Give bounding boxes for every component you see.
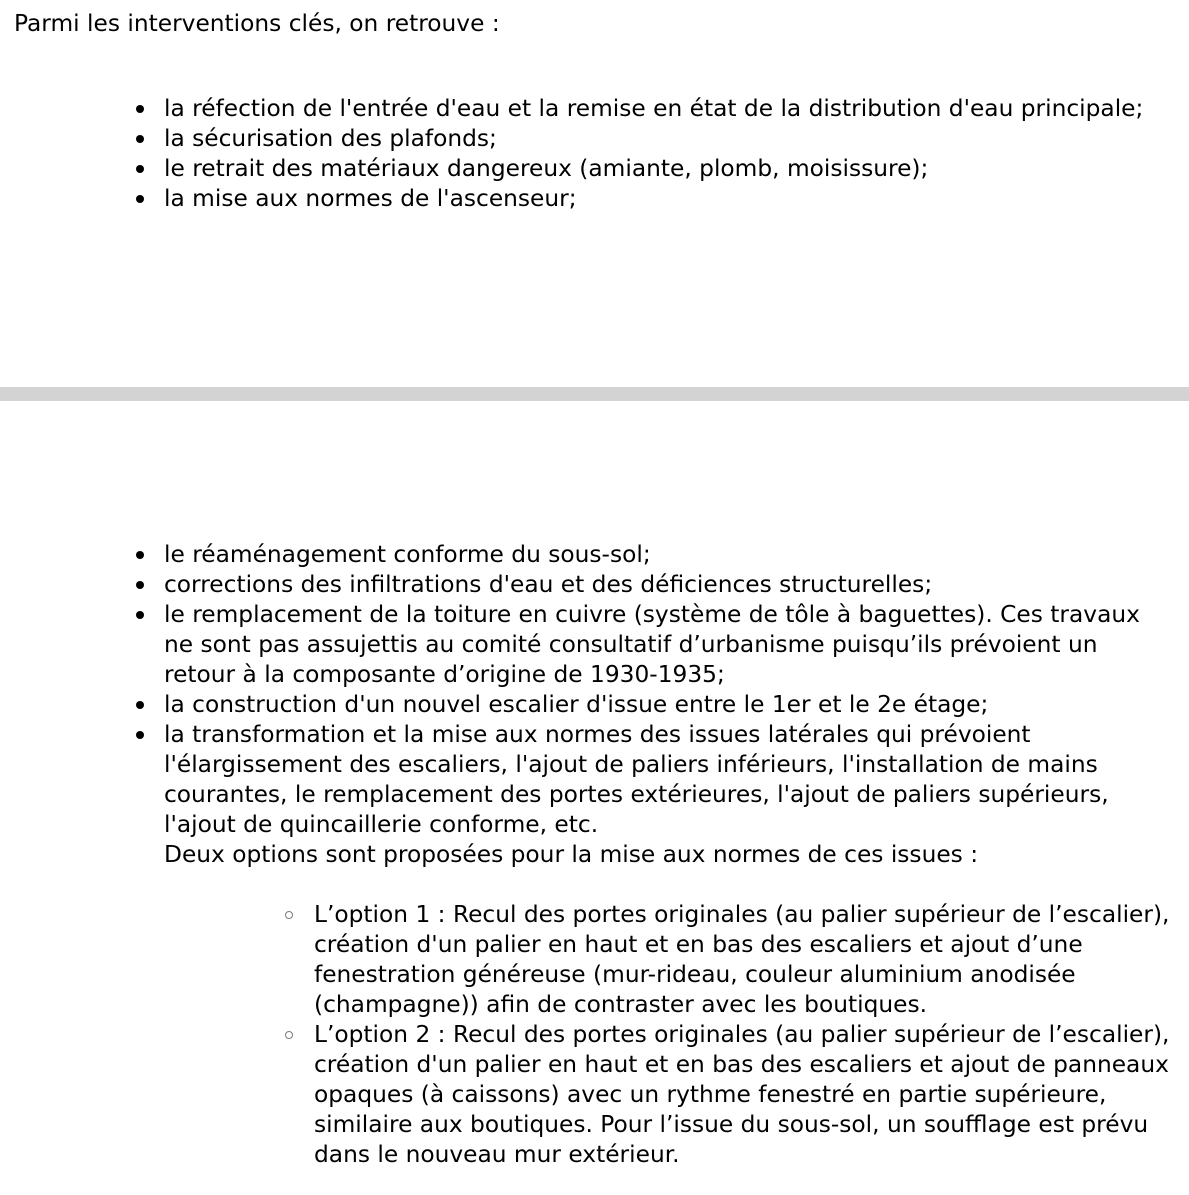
list-item-text: la sécurisation des plafonds;	[164, 125, 497, 152]
list-item-text: la construction d'un nouvel escalier d'issue entre le 1er et le 2e étage;	[164, 691, 989, 718]
list-item	[164, 600, 1174, 690]
bullet-disc-icon	[136, 551, 144, 559]
list-item	[164, 94, 1174, 124]
bullet-disc-icon	[136, 195, 144, 203]
bullet-disc-icon	[136, 105, 144, 113]
list-item-text: le réaménagement conforme du sous-sol;	[164, 541, 651, 568]
intro-text: Parmi les interventions clés, on retrouve :	[14, 10, 500, 37]
bullet-disc-icon	[136, 135, 144, 143]
list-item-text: la transformation et la mise aux normes des issues latérales qui prévoient l'élargissement des escaliers, l'ajout de paliers inférieurs, l'installation de mains courantes, le remplacement des portes extérieures, l'ajout de paliers supérieurs, l'ajout de quincaillerie conforme, etc.	[164, 721, 1109, 838]
page-break-divider	[0, 387, 1189, 401]
list-item	[164, 124, 1174, 154]
sub-list-item	[314, 900, 1174, 1020]
options-sublist	[164, 900, 1174, 1170]
bullet-disc-icon	[136, 581, 144, 589]
sub-list-item-text: L’option 1 : Recul des portes originales (au palier supérieur de l’escalier), création d'un palier en haut et en bas des escaliers et ajout d’une fenestration généreuse (mur-rideau, couleur aluminium anodisée (champagne)) afin de contraster avec les boutiques.	[314, 901, 1170, 1018]
list-item-text: le retrait des matériaux dangereux (amiante, plomb, moisissure);	[164, 155, 929, 182]
list-item-text: la réfection de l'entrée d'eau et la remise en état de la distribution d'eau principale;	[164, 95, 1144, 122]
list-item	[164, 720, 1174, 1170]
list-item	[164, 690, 1174, 720]
list-item	[164, 570, 1174, 600]
list-item	[164, 184, 1174, 214]
bullet-disc-icon	[136, 611, 144, 619]
list-item	[164, 154, 1174, 184]
bullet-disc-icon	[136, 165, 144, 173]
bullet-disc-icon	[136, 731, 144, 739]
list-item-text: corrections des infiltrations d'eau et des déficiences structurelles;	[164, 571, 933, 598]
list-item-text: le remplacement de la toiture en cuivre (système de tôle à baguettes). Ces travaux ne sont pas assujettis au comité consultatif d’urbanisme puisqu’ils prévoient un retour à la composante d’origine de 1930-1935;	[164, 601, 1140, 688]
sub-list-item	[314, 1020, 1174, 1170]
interventions-list-bottom	[164, 540, 1174, 1170]
interventions-list-top	[164, 94, 1174, 214]
bullet-circle-icon	[285, 1031, 293, 1039]
list-item	[164, 540, 1174, 570]
list-item-text: la mise aux normes de l'ascenseur;	[164, 185, 577, 212]
bullet-circle-icon	[285, 911, 293, 919]
options-intro-text: Deux options sont proposées pour la mise aux normes de ces issues :	[164, 841, 979, 868]
bullet-disc-icon	[136, 701, 144, 709]
sub-list-item-text: L’option 2 : Recul des portes originales (au palier supérieur de l’escalier), création d'un palier en haut et en bas des escaliers et ajout de panneaux opaques (à caissons) avec un rythme fenestré en partie supérieure, similaire aux boutiques. Pour l’issue du sous-sol, un soufflage est prévu dans le nouveau mur extérieur.	[314, 1021, 1170, 1168]
